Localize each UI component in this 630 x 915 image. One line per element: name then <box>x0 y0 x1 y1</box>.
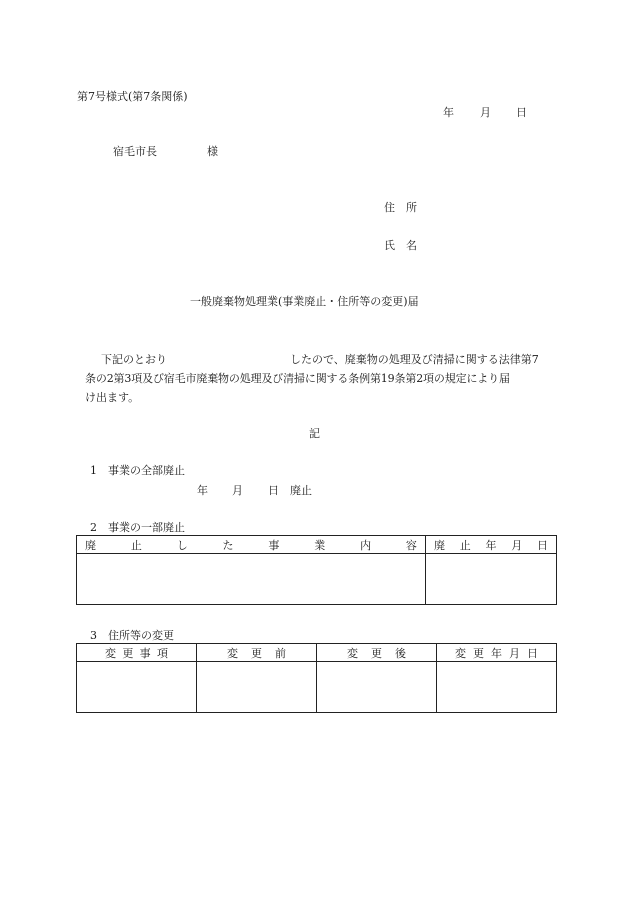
section1-year: 年 <box>197 484 208 497</box>
section3-date-cell[interactable] <box>437 662 557 713</box>
section3-col-before <box>197 644 317 662</box>
header-char: 更 <box>122 646 134 660</box>
header-char: 日 <box>537 538 548 552</box>
header-char: 業 <box>314 538 326 552</box>
header-char: 更 <box>371 646 382 660</box>
header-char: 容 <box>405 538 417 552</box>
body-line2: 条の2第3項及び宿毛市廃棄物の処理及び清掃に関する条例第19条第2項の規定により届 <box>85 372 510 385</box>
section2-col-date <box>426 536 557 554</box>
section2-table <box>76 535 557 605</box>
header-char: 日 <box>527 646 538 660</box>
body-line1-prefix: 下記のとおり <box>101 353 167 366</box>
section3-col-date <box>437 644 557 662</box>
section3-col-after-label <box>317 645 436 661</box>
date-day-label: 日 <box>516 106 527 119</box>
date-month-label: 月 <box>480 106 491 119</box>
address-label: 住 所 <box>384 201 417 214</box>
header-char: 廃 <box>434 538 445 552</box>
header-char: 年 <box>491 646 502 660</box>
section2-col-date-label <box>426 537 556 553</box>
section1-day: 日 <box>268 484 279 497</box>
header-char: 変 <box>227 646 238 660</box>
header-char: 月 <box>509 646 520 660</box>
header-char: 廃 <box>85 538 96 552</box>
section2-date-cell[interactable] <box>426 554 557 605</box>
body-line1-suffix: したので、廃棄物の処理及び清掃に関する法律第7 <box>290 353 539 366</box>
name-label: 氏 名 <box>384 239 417 252</box>
header-char: 更 <box>473 646 484 660</box>
section3-after-cell[interactable] <box>317 662 437 713</box>
form-number: 第7号様式(第7条関係) <box>77 90 188 103</box>
addressee-honorific: 様 <box>207 145 218 158</box>
section2-heading: 2 事業の一部廃止 <box>90 521 185 534</box>
header-char: 止 <box>459 538 471 552</box>
header-char: 変 <box>347 646 358 660</box>
header-char: た <box>222 538 234 552</box>
date-year-label: 年 <box>443 106 454 119</box>
section3-item-cell[interactable] <box>77 662 197 713</box>
section3-col-item-label <box>77 645 196 661</box>
section2-content-cell[interactable] <box>77 554 426 605</box>
header-char: 後 <box>395 646 406 660</box>
ki-label: 記 <box>309 427 320 440</box>
section3-col-item <box>77 644 197 662</box>
header-char: 内 <box>360 538 372 552</box>
header-char: 止 <box>130 538 142 552</box>
section2-col-content <box>77 536 426 554</box>
section1-suffix: 廃止 <box>290 484 312 497</box>
header-char: 前 <box>275 646 286 660</box>
header-char: 項 <box>156 646 168 660</box>
header-char: 変 <box>105 646 116 660</box>
header-char: 月 <box>511 538 523 552</box>
section3-heading: 3 住所等の変更 <box>90 629 174 642</box>
header-char: 年 <box>485 538 497 552</box>
section2-col-content-label <box>77 537 425 553</box>
section3-table <box>76 643 557 713</box>
body-line3: け出ます。 <box>85 391 140 404</box>
header-char: 変 <box>455 646 466 660</box>
section3-col-after <box>317 644 437 662</box>
section3-col-before-label <box>197 645 316 661</box>
header-char: し <box>176 538 188 552</box>
section3-before-cell[interactable] <box>197 662 317 713</box>
page-title: 一般廃棄物処理業(事業廃止・住所等の変更)届 <box>190 295 419 308</box>
addressee-name: 宿毛市長 <box>113 145 157 158</box>
header-char: 事 <box>139 646 151 660</box>
header-char: 更 <box>251 646 262 660</box>
header-char: 事 <box>268 538 280 552</box>
section1-month: 月 <box>232 484 243 497</box>
section3-col-date-label <box>437 645 556 661</box>
section1-heading: 1 事業の全部廃止 <box>90 464 185 477</box>
